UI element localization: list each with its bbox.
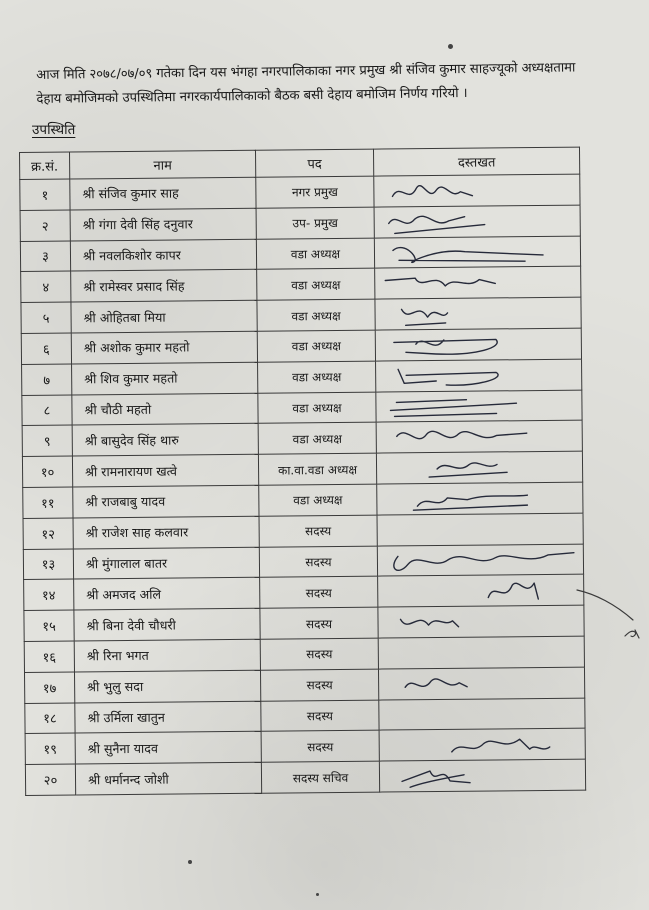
row-signature-cell — [375, 267, 581, 300]
row-signature-cell — [378, 605, 584, 638]
row-member-name: श्री बिना देवी चौधरी — [74, 608, 260, 641]
row-member-post: वडा अध्यक्ष — [258, 392, 376, 424]
handwritten-signature — [378, 544, 584, 576]
row-member-name: श्री चौठी महतो — [72, 393, 258, 426]
row-member-post: वडा अध्यक्ष — [257, 330, 375, 362]
row-member-post: सदस्य सचिव — [261, 761, 379, 793]
row-serial-number: १४ — [24, 579, 74, 610]
handwritten-signature — [377, 452, 583, 484]
row-signature-cell — [378, 636, 584, 669]
row-member-name: श्री सुनैना यादव — [75, 732, 261, 765]
row-member-post: वडा अध्यक्ष — [257, 299, 375, 331]
handwritten-signature — [376, 390, 582, 422]
row-signature-cell — [379, 728, 585, 761]
handwritten-signature — [376, 359, 582, 391]
handwritten-signature — [375, 267, 581, 299]
row-member-post: सदस्य — [261, 700, 379, 732]
row-signature-cell — [378, 667, 584, 700]
row-signature-cell — [376, 420, 582, 453]
row-member-post: सदस्य — [259, 546, 377, 578]
row-signature-cell — [379, 698, 585, 731]
row-member-name: श्री उर्मिला खातुन — [75, 701, 261, 734]
row-member-name: श्री संजिव कुमार साह — [70, 177, 256, 210]
row-member-post: सदस्य — [260, 638, 378, 670]
row-member-name: श्री गंगा देवी सिंह दनुवार — [70, 208, 256, 241]
row-serial-number: १९ — [25, 733, 75, 764]
attendance-heading: उपस्थिति — [32, 122, 76, 138]
handwritten-signature — [376, 329, 582, 361]
row-member-post: वडा अध्यक्ष — [258, 361, 376, 393]
row-member-post: सदस्य — [260, 669, 378, 701]
row-serial-number: १ — [20, 179, 70, 210]
row-member-name: श्री राजबाबु यादव — [73, 485, 259, 518]
row-member-post: वडा अध्यक्ष — [256, 238, 374, 270]
row-serial-number: १० — [22, 456, 72, 487]
paper-speck — [316, 893, 319, 896]
attendance-table-row — [25, 759, 585, 795]
attendance-table — [19, 147, 586, 796]
row-member-name: श्री रिना भगत — [74, 639, 260, 672]
row-signature-cell — [379, 759, 585, 792]
row-serial-number: २० — [25, 764, 75, 795]
row-member-name: श्री नवलकिशोर कापर — [70, 239, 256, 272]
row-signature-cell — [378, 574, 584, 607]
row-signature-cell — [375, 328, 581, 361]
row-serial-number: १७ — [24, 672, 74, 703]
row-signature-cell — [376, 451, 582, 484]
row-serial-number: ९ — [22, 425, 72, 456]
row-serial-number: ६ — [21, 333, 71, 364]
margin-pen-scribble — [575, 580, 645, 640]
row-member-name: श्री ओहितबा मिया — [71, 300, 257, 333]
row-member-name: श्री भुलु सदा — [74, 670, 260, 703]
row-member-post: सदस्य — [259, 515, 377, 547]
row-serial-number: १८ — [25, 703, 75, 734]
row-signature-cell — [377, 513, 583, 546]
handwritten-signature — [379, 667, 585, 699]
row-signature-cell — [374, 236, 580, 269]
row-member-post: उप- प्रमुख — [256, 207, 374, 239]
row-signature-cell — [374, 174, 580, 207]
row-member-name: श्री अशोक कुमार महतो — [71, 331, 257, 364]
attendance-table-wrapper — [19, 147, 585, 796]
row-member-name: श्री रामेस्वर प्रसाद सिंह — [71, 270, 257, 303]
row-signature-cell — [376, 359, 582, 392]
row-member-post: सदस्य — [261, 730, 379, 762]
header-name: नाम — [70, 150, 256, 179]
row-serial-number: ४ — [21, 271, 71, 302]
handwritten-signature — [378, 575, 584, 607]
handwritten-signature — [375, 236, 581, 268]
handwritten-signature — [375, 205, 581, 237]
row-signature-cell — [374, 205, 580, 238]
row-member-post: वडा अध्यक्ष — [258, 422, 376, 454]
row-member-post: सदस्य — [260, 576, 378, 608]
handwritten-signature — [378, 606, 584, 638]
row-member-name: श्री धर्मानन्द जोशी — [75, 762, 261, 795]
row-member-post: का.वा.वडा अध्यक्ष — [258, 453, 376, 485]
row-signature-cell — [377, 482, 583, 515]
row-serial-number: १५ — [24, 610, 74, 641]
row-member-post: वडा अध्यक्ष — [259, 484, 377, 516]
row-member-name: श्री मुंगालाल बातर — [73, 547, 259, 580]
row-serial-number: २ — [20, 210, 70, 241]
handwritten-signature — [377, 421, 583, 453]
row-serial-number: ३ — [20, 241, 70, 272]
row-serial-number: १२ — [23, 518, 73, 549]
header-post: पद — [255, 149, 373, 177]
row-signature-cell — [375, 297, 581, 330]
header-serial-number: क्र.सं. — [20, 152, 70, 179]
row-serial-number: ८ — [22, 395, 72, 426]
row-serial-number: १३ — [23, 549, 73, 580]
paper-speck — [188, 860, 192, 864]
handwritten-signature — [380, 760, 586, 792]
paper-speck — [448, 44, 453, 49]
handwritten-signature — [380, 729, 586, 761]
row-signature-cell — [377, 544, 583, 577]
handwritten-signature — [375, 298, 581, 330]
handwritten-signature — [377, 483, 583, 515]
meeting-intro-paragraph: आज मिति २०७८/०७/०९ गतेका दिन यस भंगहा नगरपालिकाका नगर प्रमुख श्री संजिव कुमार साहज्यूको अध्यक्षतामा देहाय बमोजिमको उपस्थितिमा नगरकार्यपालिकाको बैठक बसी देहाय बमोजिम निर्णय गरियो । — [36, 60, 576, 107]
row-serial-number: ७ — [22, 364, 72, 395]
row-signature-cell — [376, 390, 582, 423]
row-member-name: श्री राजेश साह कलवार — [73, 516, 259, 549]
row-member-post: सदस्य — [260, 607, 378, 639]
header-signature: दस्तखत — [373, 147, 579, 176]
row-member-post: नगर प्रमुख — [256, 176, 374, 208]
row-member-name: श्री अमजद अलि — [74, 578, 260, 611]
row-member-name: श्री बासुदेव सिंह थारु — [72, 424, 258, 457]
row-member-name: श्री शिव कुमार महतो — [72, 362, 258, 395]
row-serial-number: ११ — [23, 487, 73, 518]
handwritten-signature — [374, 175, 580, 207]
row-member-post: वडा अध्यक्ष — [257, 268, 375, 300]
row-serial-number: ५ — [21, 302, 71, 333]
row-member-name: श्री रामनारायण खत्वे — [72, 454, 258, 487]
row-serial-number: १६ — [24, 641, 74, 672]
